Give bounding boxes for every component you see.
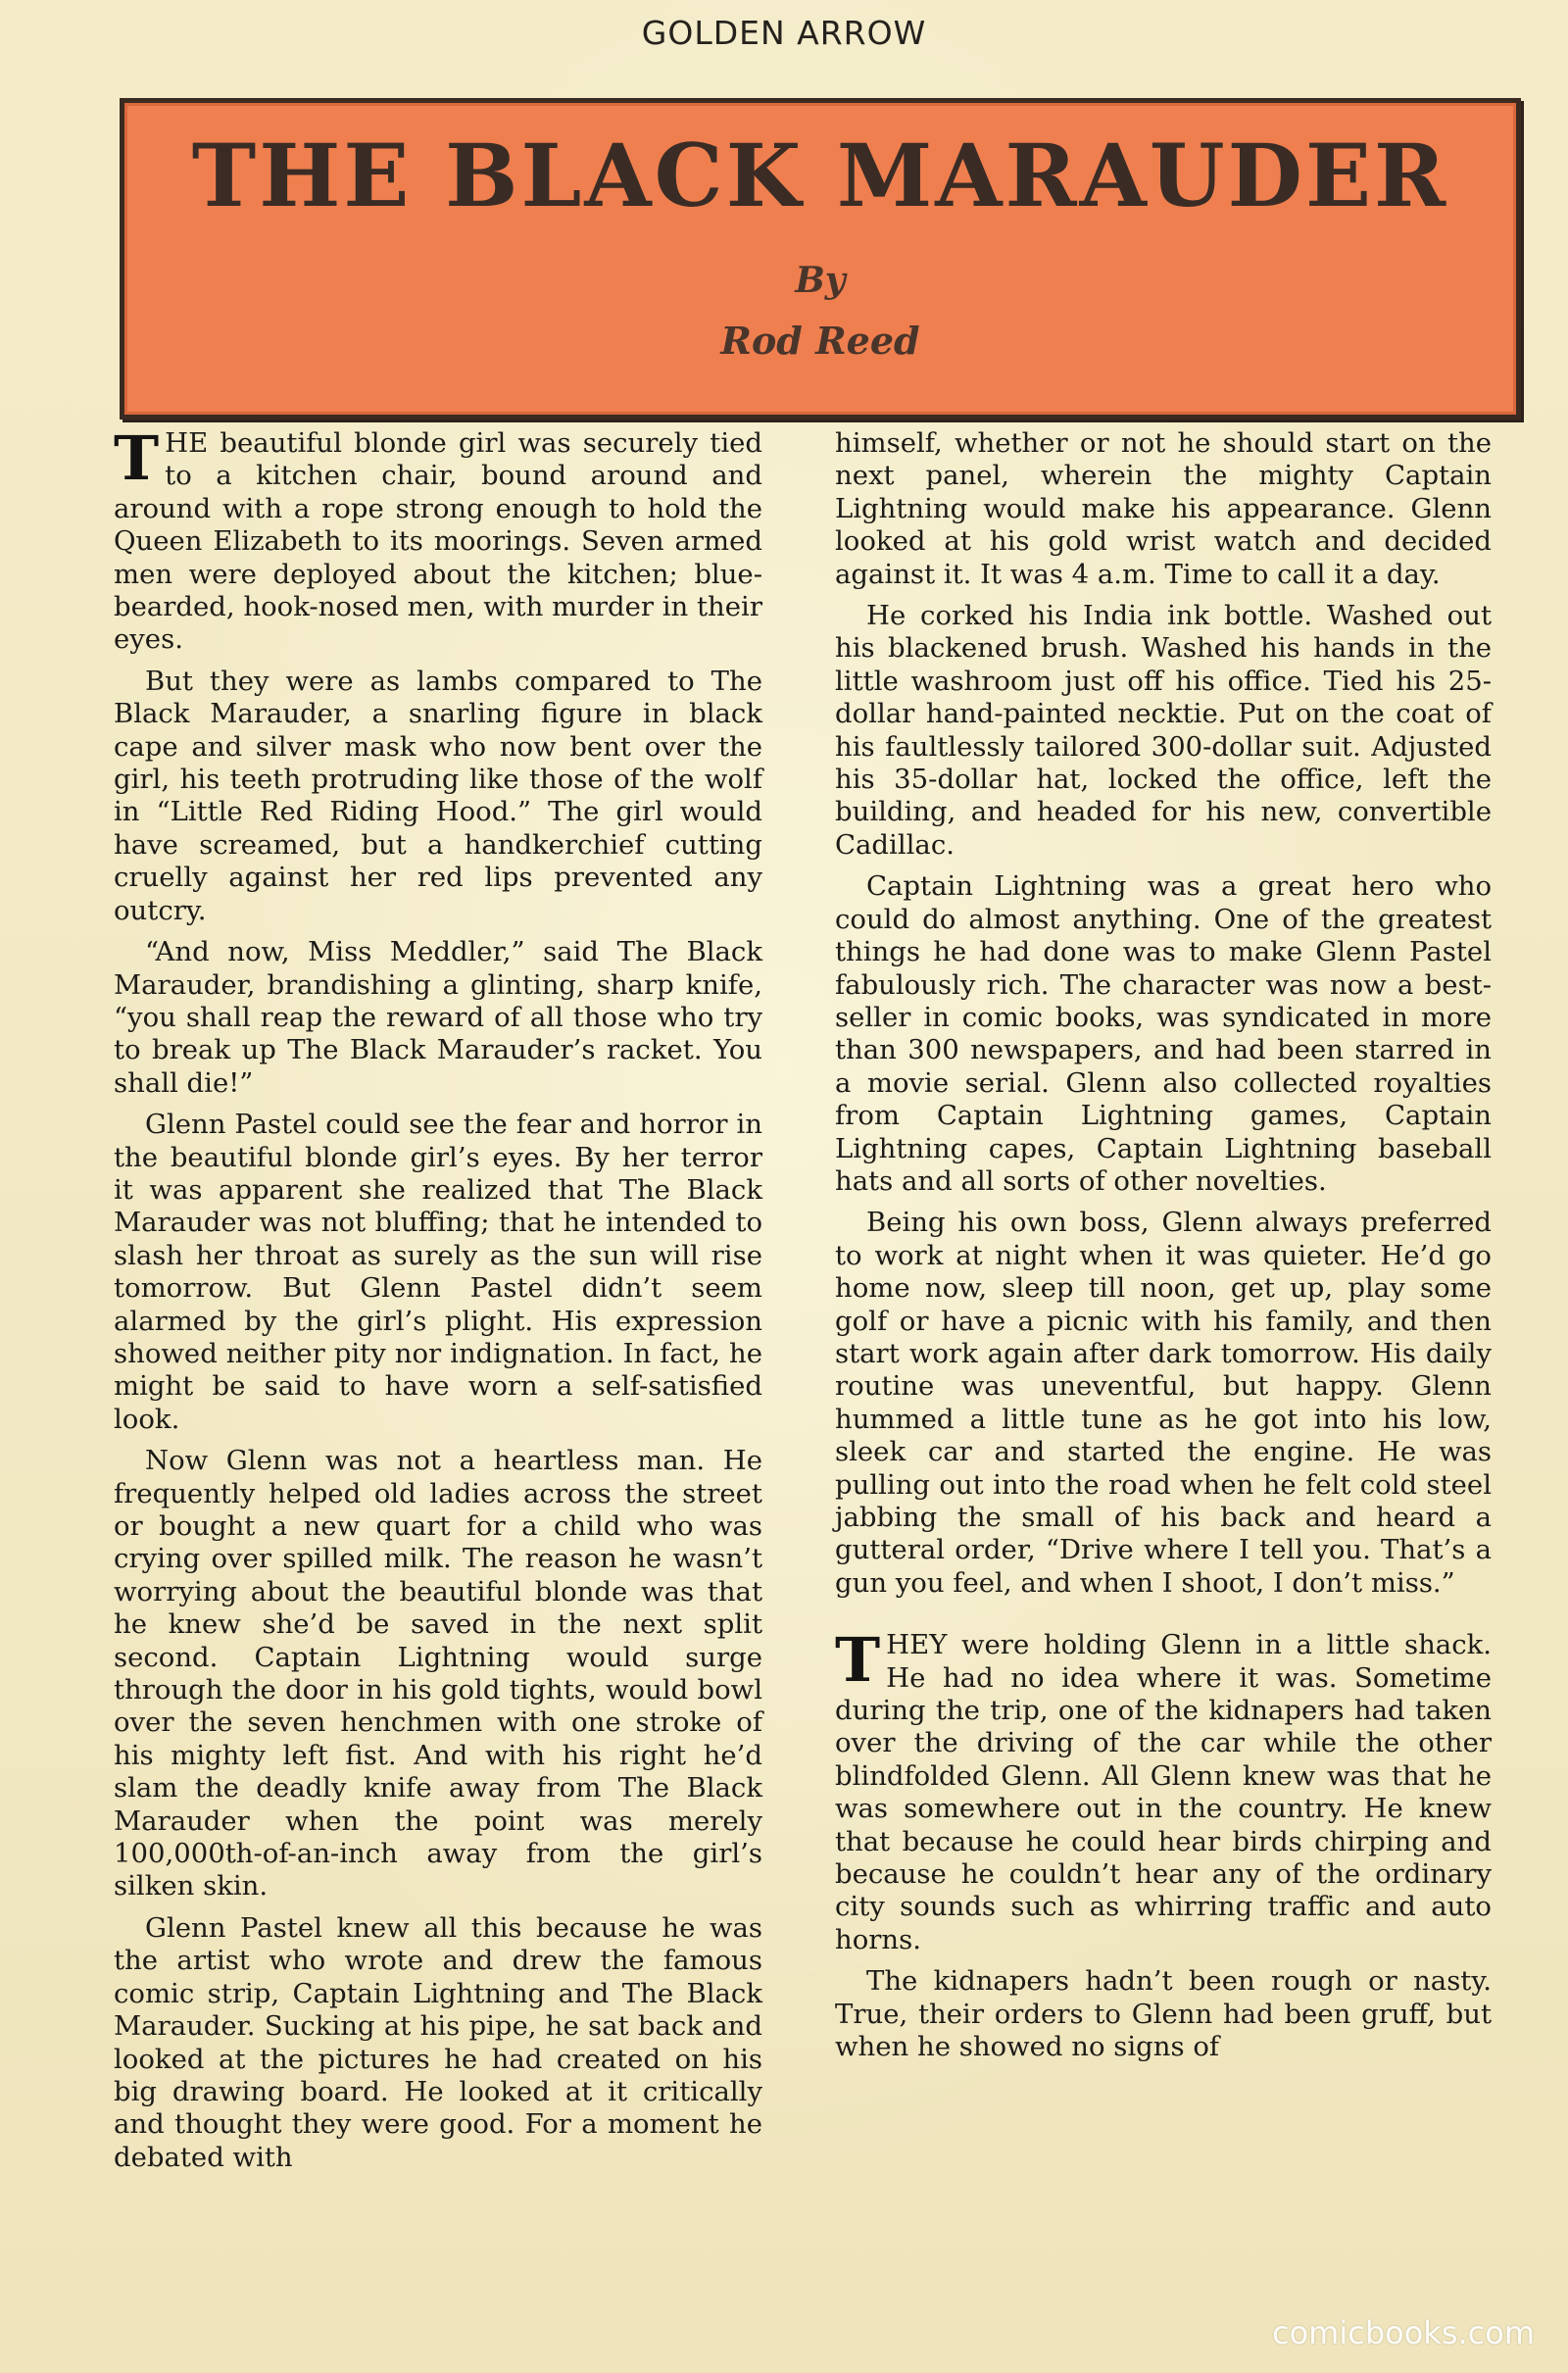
right-column (835, 427, 1492, 2073)
paragraph: Glenn Pastel could see the fear and horror in the beautiful blonde girl’s eyes. By her terror it was apparent she realized that The Black Marauder was not bluffing; that he intended to slash her throat as surely as the sun will rise tomorrow. But Glenn Pastel didn’t seem alarmed by the girl’s plight. His expression showed neither pity nor indignation. In fact, he might be said to have worn a self-satisfied look. (114, 1109, 762, 1435)
paragraph: himself, whether or not he should start on the next panel, wherein the mighty Captain Lightning would make his appearance. Glenn looked at his gold wrist watch and decided against it. It was 4 a.m. Time to call it a day. (835, 427, 1492, 590)
left-column (114, 422, 762, 2183)
paragraph (835, 1624, 1492, 1956)
paragraph-text: HEY were holding Glenn in a little shack. He had no idea where it was. Sometime during the trip, one of the kidnapers had taken over the driving of the car while the other blindfolded Glenn. All Glenn knew was that he was somewhere out in the country. He knew that because he could hear birds chirping and because he couldn’t hear any of the ordinary city sounds such as whirring traffic and auto horns. (835, 1629, 1492, 1955)
paragraph: But they were as lambs compared to The Black Marauder, a snarling figure in black cape and silver mask who now bent over the girl, his teeth protruding like those of the wolf in “Little Red Riding Hood.” The girl would have screamed, but a handkerchief cutting cruelly against her red lips prevented any outcry. (114, 665, 762, 926)
paragraph-text: HE beautiful blonde girl was securely tied to a kitchen chair, bound around and around with a rope strong enough to hold the Queen Elizabeth to its moorings. Seven armed men were deployed about the kitchen; blue-bearded, hook-nosed men, with murder in their eyes. (114, 427, 762, 656)
paragraph: Now Glenn was not a heartless man. He frequently helped old ladies across the street or bought a new quart for a child who was crying over spilled milk. The reason he wasn’t worrying about the beautiful blonde was that he knew she’d be saved in the next split second. Captain Lightning would surge through the door in his gold tights, would bowl over the seven henchmen with one stroke of his mighty left fist. And with his right he’d slam the deadly knife away from The Black Marauder when the point was merely 100,000th-of-an-inch away from the girl’s silken skin. (114, 1445, 762, 1903)
byline-by: By (795, 260, 846, 301)
title-panel (120, 98, 1521, 420)
paragraph (114, 422, 762, 657)
paragraph: “And now, Miss Meddler,” said The Black Marauder, brandishing a glinting, sharp knife, “you shall reap the reward of all those who try to break up The Black Marauder’s racket. You shall die!” (114, 936, 762, 1099)
paragraph: Glenn Pastel knew all this because he was the artist who wrote and drew the famous comic strip, Captain Lightning and The Black Marauder. Sucking at his pipe, he sat back and looked at the pictures he had created on his big drawing board. He looked at it critically and thought they were good. For a moment he debated with (114, 1911, 762, 2173)
paragraph: Captain Lightning was a great hero who could do almost anything. One of the greatest things he had done was to make Glenn Pastel fabulously rich. The character was now a best-seller in comic books, was syndicated in more than 300 newspapers, and had been starred in a movie serial. Glenn also collected royalties from Captain Lightning games, Captain Lightning capes, Captain Lightning baseball hats and all sorts of other novelties. (835, 870, 1492, 1197)
drop-cap: T (114, 422, 160, 494)
paragraph: Being his own boss, Glenn always preferred to work at night when it was quieter. He’d go home now, sleep till noon, get up, play some golf or have a picnic with his family, and then start work again after dark tomorrow. His daily routine was uneventful, but happy. Glenn hummed a little tune as he got into his low, sleek car and started the engine. He was pulling out into the road when he felt cold steel jabbing the small of his back and heard a gutteral order, “Drive where I tell you. That’s a gun you feel, and when I shoot, I don’t miss.” (835, 1207, 1492, 1599)
paragraph: The kidnapers hadn’t been rough or nasty. True, their orders to Glenn had been gruff, but when he showed no signs of (835, 1965, 1492, 2063)
story-title: THE BLACK MARAUDER (191, 124, 1449, 226)
drop-cap: T (835, 1624, 881, 1697)
running-head: GOLDEN ARROW (641, 14, 927, 52)
byline-author: Rod Reed (720, 319, 920, 363)
paragraph: He corked his India ink bottle. Washed out his blackened brush. Washed his hands in the little washroom just off his office. Tied his 25-dollar hand-painted necktie. Put on the coat of his faultlessly tailored 300-dollar suit. Adjusted his 35-dollar hat, locked the office, left the building, and headed for his new, convertible Cadillac. (835, 600, 1492, 861)
watermark: comicbooks.com (1271, 2314, 1535, 2351)
